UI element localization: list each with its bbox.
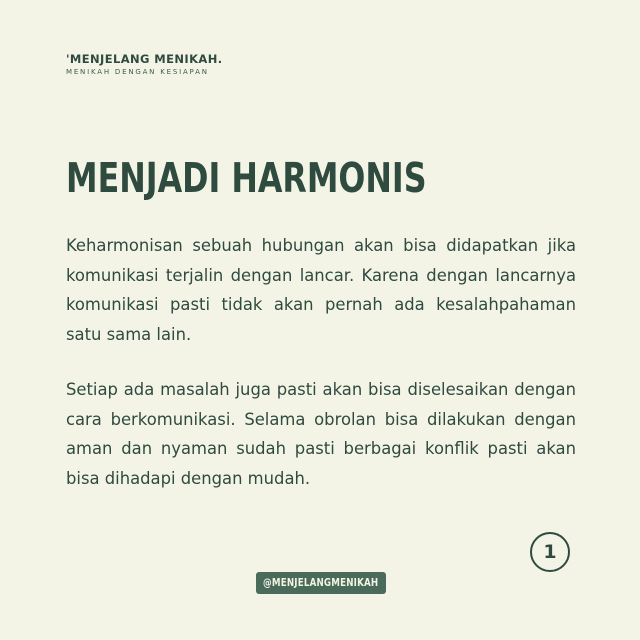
brand-tagline: MENIKAH DENGAN KESIAPAN	[66, 68, 209, 76]
body-paragraph-2: Setiap ada masalah juga pasti akan bisa diselesaikan dengan cara berkomunikasi. Selama obrolan bisa dilakukan dengan aman dan nyaman sudah pasti berbagai konflik pasti akan bisa dihadapi dengan mudah.	[66, 380, 576, 488]
brand-header	[66, 52, 222, 77]
body-paragraph-1: Keharmonisan sebuah hubungan akan bisa didapatkan jika komunikasi terjalin dengan lancar. Karena dengan lancarnya komunikasi pasti tidak akan pernah ada kesalahpahaman satu sama lain.	[66, 236, 576, 344]
page-number-badge: 1	[530, 532, 570, 572]
social-handle-badge	[256, 572, 386, 594]
social-handle: @MENJELANGMENIKAH	[263, 577, 379, 589]
brand-name: 'MENJELANG MENIKAH.	[66, 52, 223, 66]
slide-title: MENJADI HARMONIS	[66, 154, 427, 202]
